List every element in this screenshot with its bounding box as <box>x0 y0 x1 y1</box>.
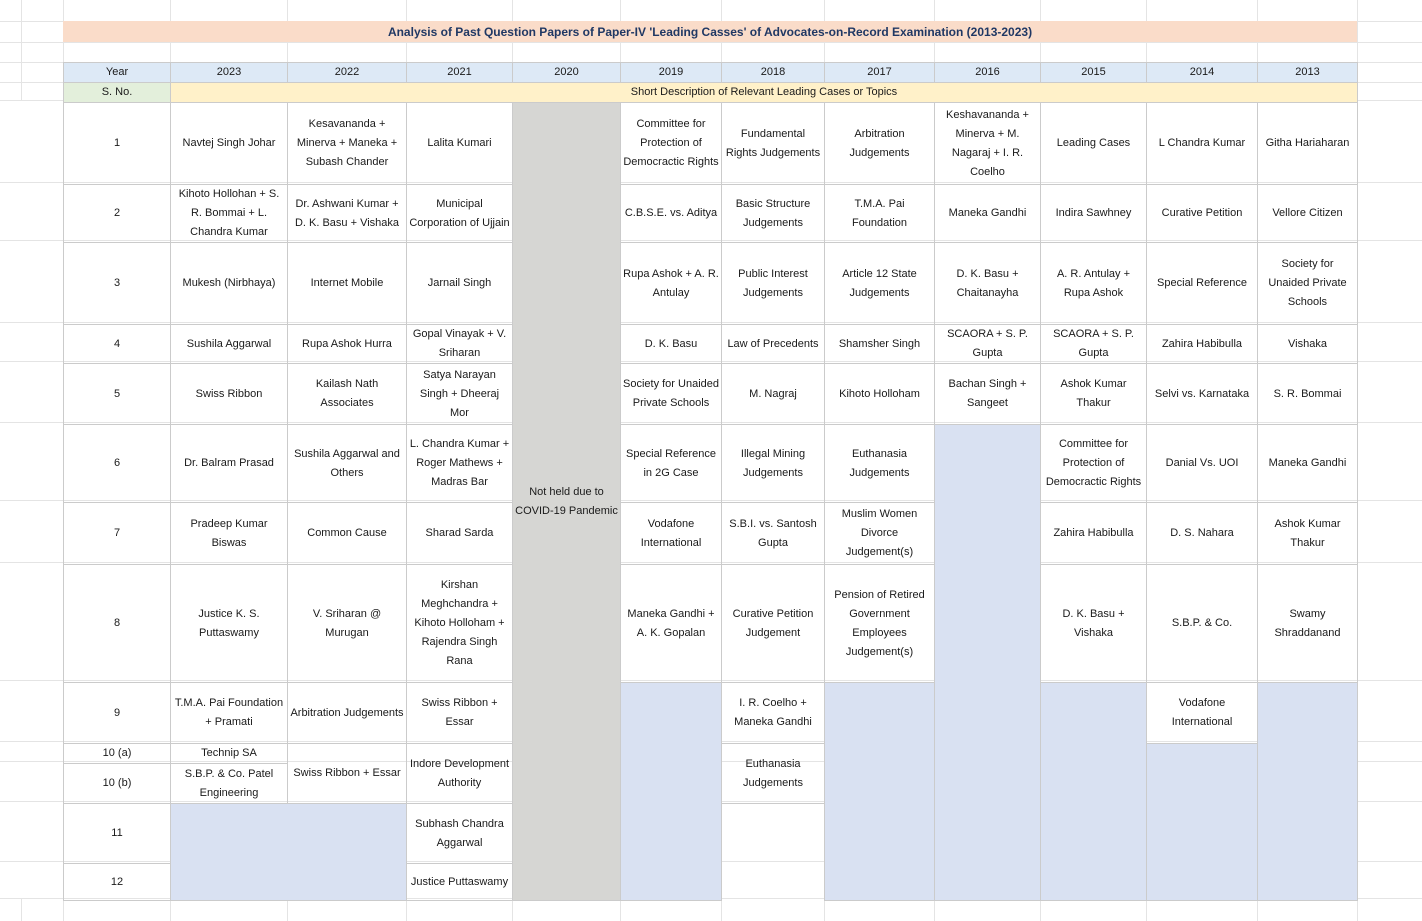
cell-2017-row8[interactable]: Pension of Retired Government Employees Judgement(s) <box>825 565 935 683</box>
table-row <box>64 103 1358 185</box>
table-row <box>64 425 1358 503</box>
cell-2016-row4[interactable]: SCAORA + S. P. Gupta <box>935 325 1041 364</box>
year-header-row <box>64 63 1358 83</box>
cell-2017-row2[interactable]: T.M.A. Pai Foundation <box>825 185 935 243</box>
serial-cell-row9[interactable]: 9 <box>64 683 171 744</box>
table-row <box>64 683 1358 744</box>
cell-2022-row7[interactable]: Common Cause <box>288 503 407 565</box>
cell-2021-row2[interactable]: Municipal Corporation of Ujjain <box>407 185 513 243</box>
cell-2021-row10[interactable]: Indore Development Authority <box>407 744 513 804</box>
cell-2019-row2[interactable]: C.B.S.E. vs. Aditya <box>621 185 722 243</box>
gridline <box>21 898 22 921</box>
year-header-2021[interactable]: 2021 <box>407 63 513 83</box>
year-header-2022[interactable]: 2022 <box>288 63 407 83</box>
cell-2014-row3[interactable]: Special Reference <box>1147 243 1258 325</box>
cell-2023-row4[interactable]: Sushila Aggarwal <box>171 325 288 364</box>
cases-table <box>63 62 1358 901</box>
table-row <box>64 243 1358 325</box>
serial-cell-row5[interactable]: 5 <box>64 364 171 425</box>
cell-2018-row10[interactable]: Euthanasia Judgements <box>722 744 825 804</box>
cell-2016-row2[interactable]: Maneka Gandhi <box>935 185 1041 243</box>
cell-2017-row1[interactable]: Arbitration Judgements <box>825 103 935 185</box>
cell-2018-row8[interactable]: Curative Petition Judgement <box>722 565 825 683</box>
year-header-2019[interactable]: 2019 <box>621 63 722 83</box>
empty-cell-2015[interactable] <box>1041 683 1147 901</box>
table-row <box>64 503 1358 565</box>
cell-2013-row6[interactable]: Maneka Gandhi <box>1258 425 1358 503</box>
cell-2014-row5[interactable]: Selvi vs. Karnataka <box>1147 364 1258 425</box>
cell-2023-row11[interactable]: S.B.P. & Co. Patel Engineering <box>171 764 288 804</box>
cell-2023-row9[interactable]: T.M.A. Pai Foundation + Pramati <box>171 683 288 744</box>
serial-cell-row2[interactable]: 2 <box>64 185 171 243</box>
cell-2017-row7[interactable]: Muslim Women Divorce Judgement(s) <box>825 503 935 565</box>
empty-cell-2016[interactable] <box>935 425 1041 901</box>
serial-cell-row3[interactable]: 3 <box>64 243 171 325</box>
empty-cell-2017[interactable] <box>825 683 935 901</box>
cell-2023-row10[interactable]: Technip SA <box>171 744 288 764</box>
table-row <box>64 565 1358 683</box>
empty-cell-2014[interactable] <box>1147 744 1258 901</box>
cell-2013-row5[interactable]: S. R. Bommai <box>1258 364 1358 425</box>
year-label[interactable]: Year <box>64 63 171 83</box>
cell-2021-row12[interactable]: Subhash Chandra Aggarwal <box>407 804 513 864</box>
table-row <box>64 185 1358 243</box>
cell-2013-row8[interactable]: Swamy Shraddanand <box>1258 565 1358 683</box>
description-header-row <box>64 83 1358 103</box>
cell-2014-row7[interactable]: D. S. Nahara <box>1147 503 1258 565</box>
serial-cell-row11[interactable]: 10 (b) <box>64 764 171 804</box>
year-header-2013[interactable]: 2013 <box>1258 63 1358 83</box>
cell-2013-row3[interactable]: Society for Unaided Private Schools <box>1258 243 1358 325</box>
cell-2021-row7[interactable]: Sharad Sarda <box>407 503 513 565</box>
cell-2018-row4[interactable]: Law of Precedents <box>722 325 825 364</box>
cell-2021-row8[interactable]: Kirshan Meghchandra + Kihoto Holloham + Rajendra Singh Rana <box>407 565 513 683</box>
serial-cell-row12[interactable]: 11 <box>64 804 171 864</box>
cell-2014-row4[interactable]: Zahira Habibulla <box>1147 325 1258 364</box>
serial-cell-row4[interactable]: 4 <box>64 325 171 364</box>
cell-2018-row9[interactable]: I. R. Coelho + Maneka Gandhi <box>722 683 825 744</box>
cell-2022-row4[interactable]: Rupa Ashok Hurra <box>288 325 407 364</box>
cell-2013-row1[interactable]: Githa Hariaharan <box>1258 103 1358 185</box>
empty-cell-2013[interactable] <box>1258 683 1358 901</box>
cell-2018-row6[interactable]: Illegal Mining Judgements <box>722 425 825 503</box>
cell-2017-row3[interactable]: Article 12 State Judgements <box>825 243 935 325</box>
cell-2013-row2[interactable]: Vellore Citizen <box>1258 185 1358 243</box>
cell-2023-row8[interactable]: Justice K. S. Puttaswamy <box>171 565 288 683</box>
cell-2021-row4[interactable]: Gopal Vinayak + V. Sriharan <box>407 325 513 364</box>
serial-cell-row8[interactable]: 8 <box>64 565 171 683</box>
cell-2022-row1[interactable]: Kesavananda + Minerva + Maneka + Subash Chander <box>288 103 407 185</box>
year-header-2016[interactable]: 2016 <box>935 63 1041 83</box>
cell-2014-row6[interactable]: Danial Vs. UOI <box>1147 425 1258 503</box>
year-header-2018[interactable]: 2018 <box>722 63 825 83</box>
cell-2014-row2[interactable]: Curative Petition <box>1147 185 1258 243</box>
year-header-2015[interactable]: 2015 <box>1041 63 1147 83</box>
cell-2022-row5[interactable]: Kailash Nath Associates <box>288 364 407 425</box>
cell-2015-row2[interactable]: Indira Sawhney <box>1041 185 1147 243</box>
cell-2016-row3[interactable]: D. K. Basu + Chaitanayha <box>935 243 1041 325</box>
description-header[interactable]: Short Description of Relevant Leading Cases or Topics <box>171 83 1358 103</box>
cell-2023-row5[interactable]: Swiss Ribbon <box>171 364 288 425</box>
table-row <box>64 364 1358 425</box>
cell-2013-row7[interactable]: Ashok Kumar Thakur <box>1258 503 1358 565</box>
cell-2023-row3[interactable]: Mukesh (Nirbhaya) <box>171 243 288 325</box>
serial-cell-row1[interactable]: 1 <box>64 103 171 185</box>
cell-2013-row4[interactable]: Vishaka <box>1258 325 1358 364</box>
cell-2018-row7[interactable]: S.B.I. vs. Santosh Gupta <box>722 503 825 565</box>
cell-2023-row1[interactable]: Navtej Singh Johar <box>171 103 288 185</box>
cell-2021-row6[interactable]: L. Chandra Kumar + Roger Mathews + Madras Bar <box>407 425 513 503</box>
serial-cell-row10[interactable]: 10 (a) <box>64 744 171 764</box>
cell-2023-row7[interactable]: Pradeep Kumar Biswas <box>171 503 288 565</box>
gridline <box>21 0 22 100</box>
table-row <box>64 325 1358 364</box>
cell-2019-row3[interactable]: Rupa Ashok + A. R. Antulay <box>621 243 722 325</box>
cell-2018-row3[interactable]: Public Interest Judgements <box>722 243 825 325</box>
year-header-2023[interactable]: 2023 <box>171 63 288 83</box>
cell-2014-row8[interactable]: S.B.P. & Co. <box>1147 565 1258 683</box>
cell-2016-row1[interactable]: Keshavananda + Minerva + M. Nagaraj + I. R. Coelho <box>935 103 1041 185</box>
cell-2015-row6[interactable]: Committee for Protection of Democractic Rights <box>1041 425 1147 503</box>
cell-2022-row6[interactable]: Sushila Aggarwal and Others <box>288 425 407 503</box>
cell-2017-row4[interactable]: Shamsher Singh <box>825 325 935 364</box>
cell-2023-row6[interactable]: Dr. Balram Prasad <box>171 425 288 503</box>
cell-2019-row7[interactable]: Vodafone International <box>621 503 722 565</box>
cell-2015-row8[interactable]: D. K. Basu + Vishaka <box>1041 565 1147 683</box>
serial-cell-row6[interactable]: 6 <box>64 425 171 503</box>
sno-label[interactable]: S. No. <box>64 83 171 103</box>
cell-2021-row13[interactable]: Justice Puttaswamy <box>407 864 513 901</box>
year-header-2014[interactable]: 2014 <box>1147 63 1258 83</box>
year-header-2017[interactable]: 2017 <box>825 63 935 83</box>
cell-2015-row4[interactable]: SCAORA + S. P. Gupta <box>1041 325 1147 364</box>
sheet-title[interactable]: Analysis of Past Question Papers of Paper-IV 'Leading Casses' of Advocates-on-Record Examination (2013-2023) <box>63 21 1357 42</box>
cell-2022-row9[interactable]: Arbitration Judgements <box>288 683 407 744</box>
gridline <box>0 42 1422 43</box>
cell-2022-row2[interactable]: Dr. Ashwani Kumar + D. K. Basu + Vishaka <box>288 185 407 243</box>
cell-2015-row5[interactable]: Ashok Kumar Thakur <box>1041 364 1147 425</box>
cell-2015-row3[interactable]: A. R. Antulay + Rupa Ashok <box>1041 243 1147 325</box>
cell-2021-row9[interactable]: Swiss Ribbon + Essar <box>407 683 513 744</box>
cell-2019-row8[interactable]: Maneka Gandhi + A. K. Gopalan <box>621 565 722 683</box>
empty-cell-2023-2022[interactable] <box>171 804 407 901</box>
cell-2017-row6[interactable]: Euthanasia Judgements <box>825 425 935 503</box>
cell-2019-row1[interactable]: Committee for Protection of Democractic Rights <box>621 103 722 185</box>
cell-2014-row1[interactable]: L Chandra Kumar <box>1147 103 1258 185</box>
serial-cell-row7[interactable]: 7 <box>64 503 171 565</box>
cell-2015-row7[interactable]: Zahira Habibulla <box>1041 503 1147 565</box>
cell-2016-row5[interactable]: Bachan Singh + Sangeet <box>935 364 1041 425</box>
covid-notice-cell[interactable]: Not held due to COVID-19 Pandemic <box>513 103 621 901</box>
year-header-2020[interactable]: 2020 <box>513 63 621 83</box>
empty-cell-2019[interactable] <box>621 683 722 901</box>
cell-2019-row5[interactable]: Society for Unaided Private Schools <box>621 364 722 425</box>
cell-2019-row4[interactable]: D. K. Basu <box>621 325 722 364</box>
cell-2015-row1[interactable]: Leading Cases <box>1041 103 1147 185</box>
cell-2014-row9[interactable]: Vodafone International <box>1147 683 1258 744</box>
cell-2023-row2[interactable]: Kihoto Hollohan + S. R. Bommai + L. Chandra Kumar <box>171 185 288 243</box>
cell-2018-row2[interactable]: Basic Structure Judgements <box>722 185 825 243</box>
cell-2019-row6[interactable]: Special Reference in 2G Case <box>621 425 722 503</box>
cell-2021-row1[interactable]: Lalita Kumari <box>407 103 513 185</box>
cell-2022-row3[interactable]: Internet Mobile <box>288 243 407 325</box>
cell-2021-row3[interactable]: Jarnail Singh <box>407 243 513 325</box>
cell-2021-row5[interactable]: Satya Narayan Singh + Dheeraj Mor <box>407 364 513 425</box>
cell-2022-row10[interactable]: Swiss Ribbon + Essar <box>288 744 407 804</box>
cell-2018-row1[interactable]: Fundamental Rights Judgements <box>722 103 825 185</box>
cell-2018-row5[interactable]: M. Nagraj <box>722 364 825 425</box>
serial-cell-row13[interactable]: 12 <box>64 864 171 901</box>
cell-2017-row5[interactable]: Kihoto Holloham <box>825 364 935 425</box>
cell-2022-row8[interactable]: V. Sriharan @ Murugan <box>288 565 407 683</box>
